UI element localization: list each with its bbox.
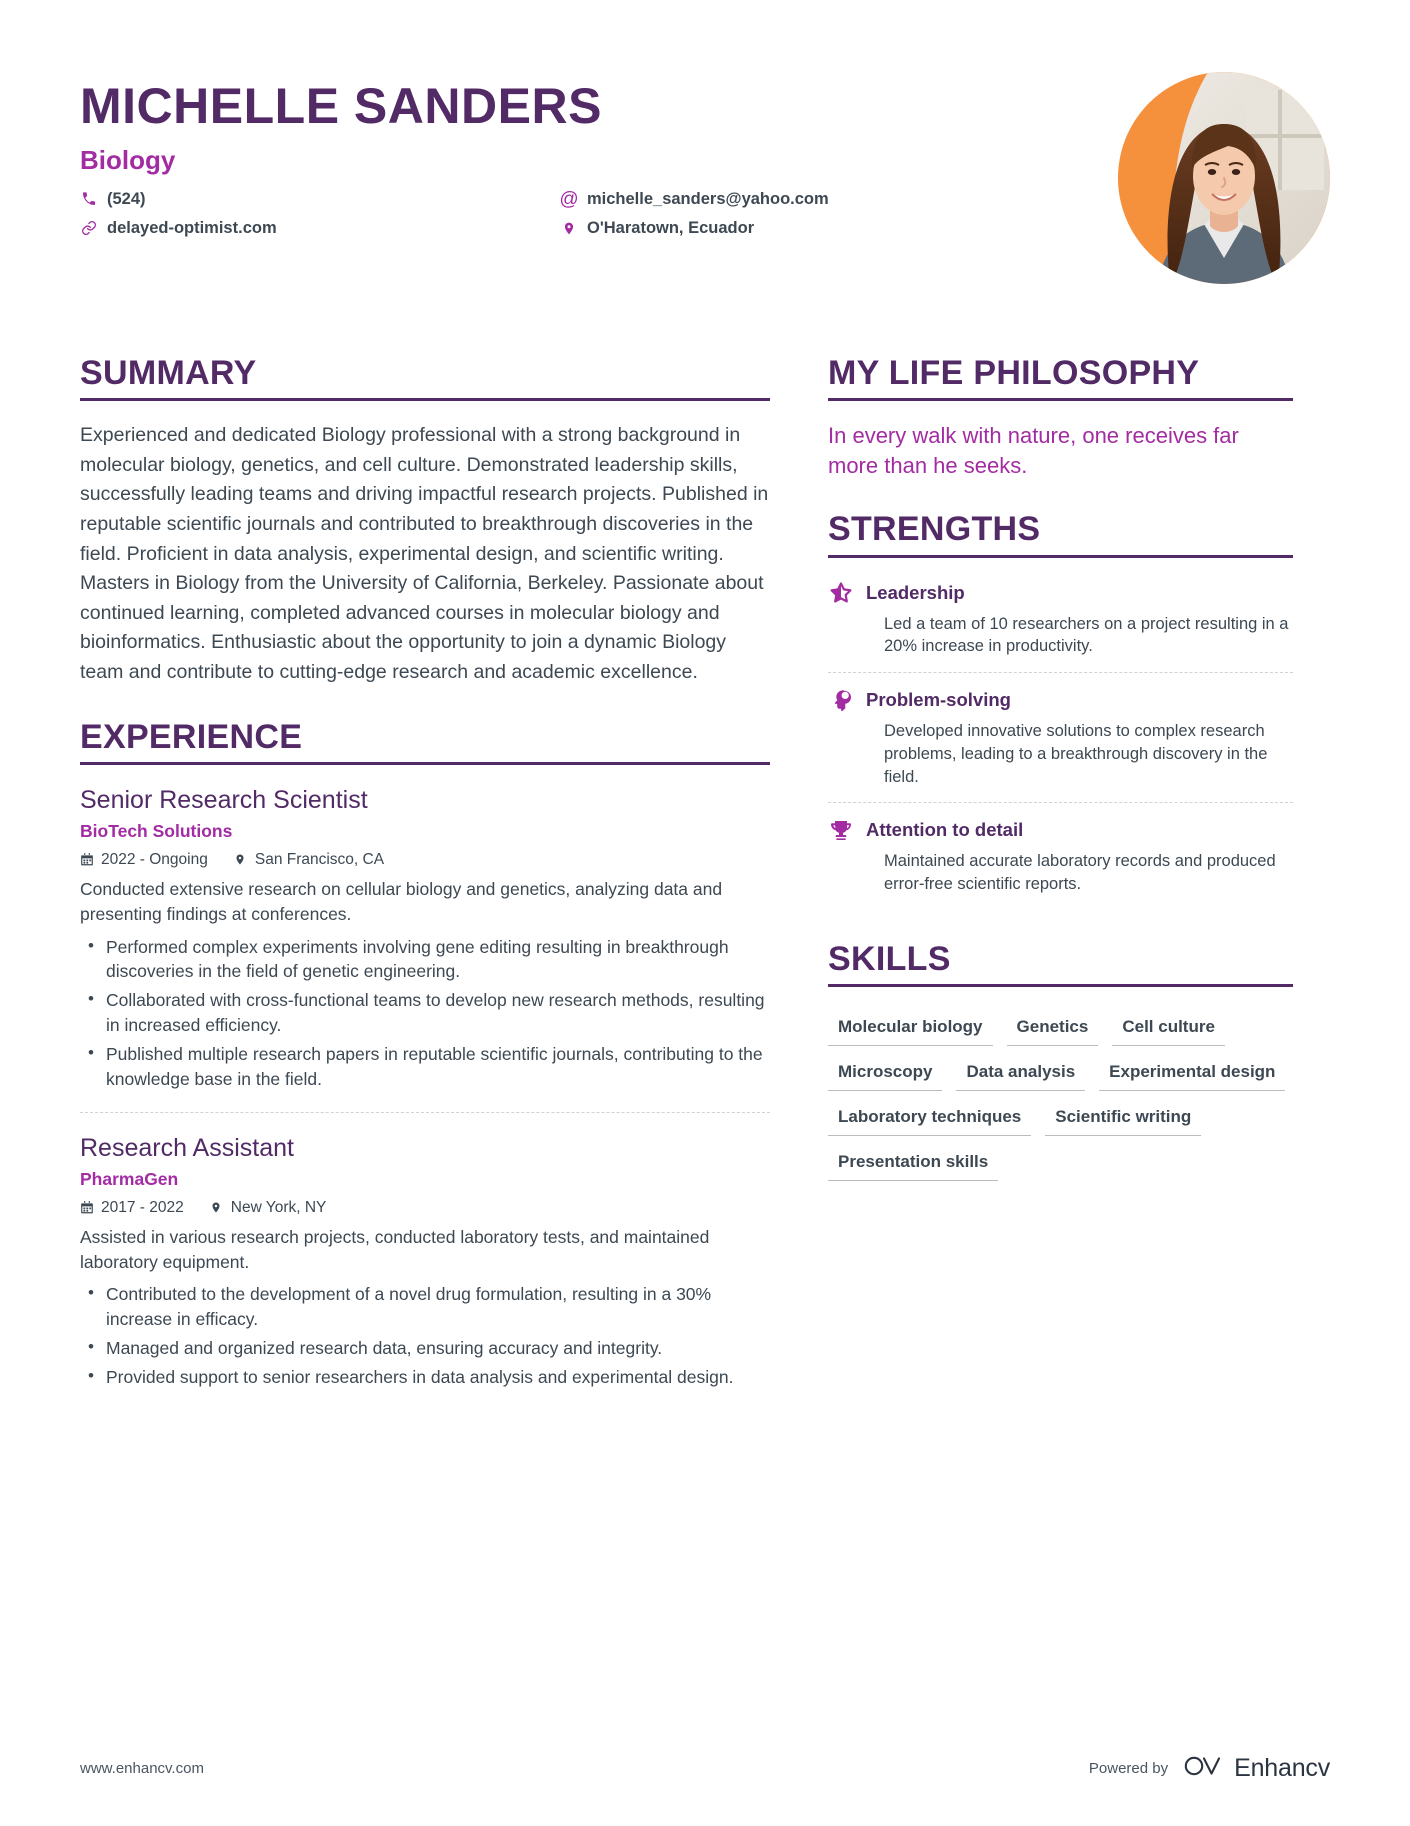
job-bullet: • Performed complex experiments involving gene editing resulting in breakthrough discoveries in the field of genetic engineering. xyxy=(80,935,770,985)
contact-location[interactable] xyxy=(560,219,1118,238)
skill-tag: Laboratory techniques xyxy=(828,1101,1031,1136)
section-skills xyxy=(828,940,1293,1181)
job-title: Research Assistant xyxy=(80,1133,294,1162)
content-columns xyxy=(80,354,1330,1440)
skill-tag: Data analysis xyxy=(956,1056,1085,1091)
left-column xyxy=(80,354,770,1440)
strength-name: Problem-solving xyxy=(866,689,1011,711)
contact-location-value: O'Haratown, Ecuador xyxy=(587,218,755,237)
skill-tag: Presentation skills xyxy=(828,1146,998,1181)
skill-tag: Microscopy xyxy=(828,1056,942,1091)
skills-list xyxy=(828,1007,1293,1181)
job-meta xyxy=(80,1199,770,1217)
trophy-icon xyxy=(828,817,854,843)
job-bullet: • Provided support to senior researchers in data analysis and experimental design. xyxy=(80,1365,770,1390)
strength-description: Led a team of 10 researchers on a project resulting in a 20% increase in productivity. xyxy=(884,614,1289,656)
job-location xyxy=(234,851,384,869)
section-experience xyxy=(80,718,770,1410)
email-icon: @ xyxy=(559,188,579,210)
section-summary xyxy=(80,354,770,688)
brain-head-icon xyxy=(828,687,854,713)
contact-website[interactable] xyxy=(80,219,560,238)
skill-tag: Molecular biology xyxy=(828,1011,993,1046)
experience-heading: EXPERIENCE xyxy=(80,718,770,765)
contact-email-value: michelle_sanders@yahoo.com xyxy=(587,189,829,208)
job-description: Assisted in various research projects, conducted laboratory tests, and maintained laboratory equipment. xyxy=(80,1226,710,1272)
experience-entry xyxy=(80,1112,770,1410)
right-column xyxy=(828,354,1293,1211)
enhancv-brand-name: Enhancv xyxy=(1234,1754,1330,1782)
strength-item xyxy=(828,802,1293,910)
avatar xyxy=(1118,72,1330,284)
link-icon xyxy=(80,219,98,237)
job-description: Conducted extensive research on cellular biology and genetics, analyzing data and presenting findings at conferences. xyxy=(80,878,723,925)
job-dates-value: 2022 - Ongoing xyxy=(101,850,208,868)
contact-phone-value: (524) xyxy=(107,189,146,208)
skill-tag: Scientific writing xyxy=(1045,1101,1201,1136)
job-bullets xyxy=(80,1282,770,1389)
header-left xyxy=(80,72,1118,238)
job-company: PharmaGen xyxy=(80,1168,179,1189)
powered-by-label: Powered by xyxy=(1088,1760,1169,1777)
location-icon xyxy=(234,852,248,867)
job-bullets xyxy=(80,935,770,1092)
strength-name: Attention to detail xyxy=(866,819,1024,841)
strength-header xyxy=(828,817,1293,843)
job-bullet: • Contributed to the development of a novel drug formulation, resulting in a 30% increase in efficacy. xyxy=(80,1282,770,1332)
job-location xyxy=(210,1199,327,1217)
contact-website-value: delayed-optimist.com xyxy=(107,218,277,237)
skill-tag: Experimental design xyxy=(1099,1056,1285,1091)
strength-header xyxy=(828,580,1293,606)
resume-header xyxy=(80,72,1330,284)
job-dates xyxy=(80,1199,184,1217)
section-strengths xyxy=(828,510,1293,909)
job-location-value: New York, NY xyxy=(230,1198,327,1216)
strength-item xyxy=(828,578,1293,673)
footer-website-url[interactable]: www.enhancv.com xyxy=(80,1760,204,1777)
job-bullet: • Published multiple research papers in reputable scientific journals, contributing to the knowledge base in the field. xyxy=(80,1042,770,1092)
strength-description: Developed innovative solutions to complex research problems, leading to a breakthrough discovery in the field. xyxy=(884,722,1268,786)
job-title: Senior Research Scientist xyxy=(80,785,368,814)
job-dates xyxy=(80,851,208,869)
contact-details xyxy=(80,190,1118,238)
skill-tag: Cell culture xyxy=(1112,1011,1225,1046)
job-company: BioTech Solutions xyxy=(80,820,233,841)
calendar-icon xyxy=(80,1200,94,1215)
job-meta xyxy=(80,851,770,869)
contact-email[interactable] xyxy=(560,190,1118,209)
location-icon xyxy=(560,219,578,237)
strength-description: Maintained accurate laboratory records and produced error-free scientific reports. xyxy=(884,852,1276,894)
skill-tag: Genetics xyxy=(1007,1011,1099,1046)
summary-heading: SUMMARY xyxy=(80,354,770,401)
enhancv-brand xyxy=(1182,1753,1330,1784)
footer-branding xyxy=(1089,1753,1330,1784)
section-philosophy xyxy=(828,354,1293,480)
job-dates-value: 2017 - 2022 xyxy=(101,1198,184,1216)
strengths-heading: STRENGTHS xyxy=(828,510,1293,557)
calendar-icon xyxy=(80,852,94,867)
profile-photo xyxy=(1118,72,1330,284)
skills-heading: SKILLS xyxy=(828,940,1293,987)
page-title: MICHELLE SANDERS xyxy=(80,78,602,134)
strength-name: Leadership xyxy=(866,581,965,603)
job-bullet: • Managed and organized research data, ensuring accuracy and integrity. xyxy=(80,1336,770,1361)
job-location-value: San Francisco, CA xyxy=(254,850,385,868)
job-role-subtitle: Biology xyxy=(80,144,176,175)
philosophy-quote: In every walk with nature, one receives far more than he seeks. xyxy=(828,423,1239,478)
experience-entry xyxy=(80,785,770,1112)
job-bullet: • Collaborated with cross-functional teams to develop new research methods, resulting in increased efficiency. xyxy=(80,988,770,1038)
contact-phone[interactable] xyxy=(80,190,560,209)
philosophy-heading: MY LIFE PHILOSOPHY xyxy=(828,354,1293,401)
summary-text: Experienced and dedicated Biology professional with a strong background in molecular biology, genetics, and cell culture. Demonstrated leadership skills, successfully leading teams and driving impactful research projects. Published in reputable scientific journals and contributed to breakthrough discoveries in the field. Proficient in data analysis, experimental design, and scientific writing. Masters in Biology from the University of California, Berkeley. Passionate about continued learning, completed advanced courses in molecular biology and bioinformatics. Enthusiastic about the opportunity to join a dynamic Biology team and contribute to cutting-edge research and academic excellence. xyxy=(80,424,769,684)
page-footer xyxy=(80,1753,1330,1784)
phone-icon xyxy=(80,190,98,208)
star-icon xyxy=(828,580,854,606)
location-icon xyxy=(210,1200,224,1215)
enhancv-logo-icon xyxy=(1182,1753,1224,1784)
strength-header xyxy=(828,687,1293,713)
strength-item xyxy=(828,672,1293,802)
